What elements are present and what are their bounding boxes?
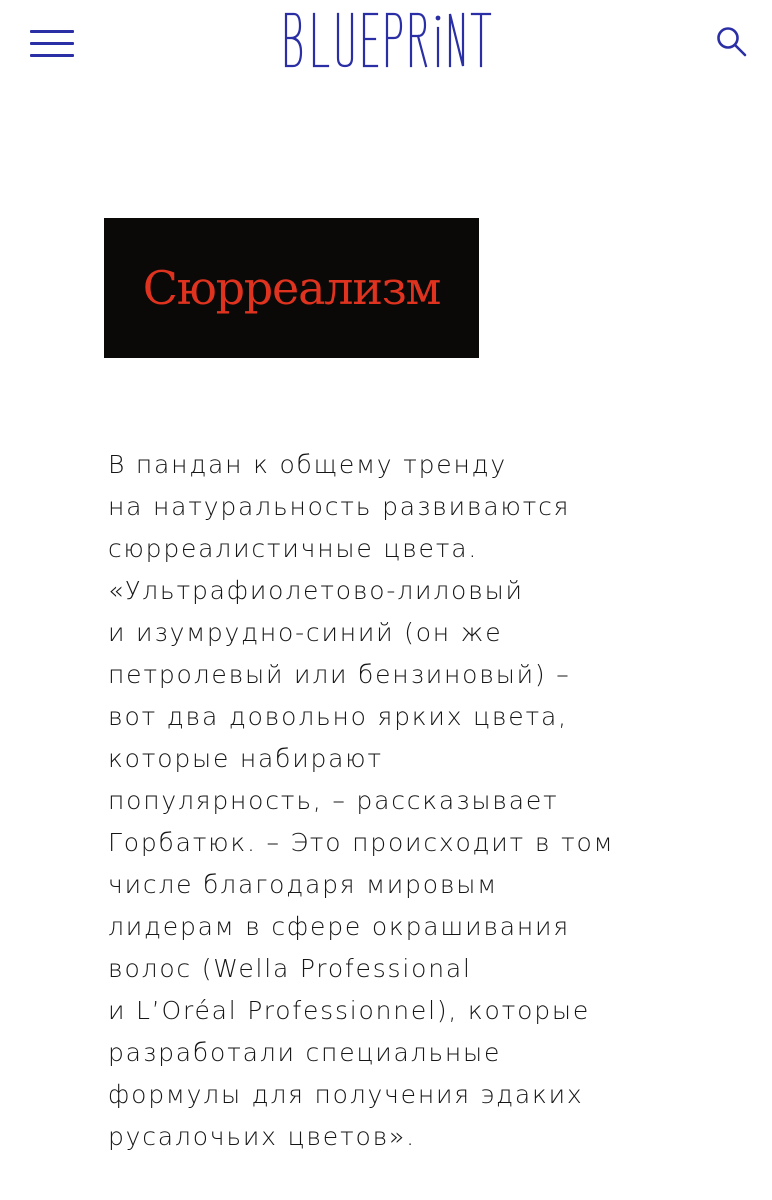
paragraph-line: В пандан к общему тренду bbox=[108, 450, 507, 479]
paragraph-line: которые набирают bbox=[108, 744, 383, 773]
paragraph-line: числе благодаря мировым bbox=[108, 870, 498, 899]
paragraph-line: вот два довольно ярких цвета, bbox=[108, 702, 568, 731]
paragraph-line: петролевый или бензиновый) – bbox=[108, 660, 571, 689]
paragraph-line: Горбатюк. – Это происходит в том bbox=[108, 828, 615, 857]
paragraph-line: на натуральность развиваются bbox=[108, 492, 571, 521]
article-paragraph bbox=[108, 444, 748, 1158]
paragraph-line: разработали специальные bbox=[108, 1038, 502, 1067]
paragraph-line: и L’Oréal Professionnel), которые bbox=[108, 996, 591, 1025]
paragraph-line: и изумрудно-синий (он же bbox=[108, 618, 503, 647]
paragraph-line: «Ультрафиолетово-лиловый bbox=[108, 576, 524, 605]
paragraph-line: волос (Wella Professional bbox=[108, 954, 472, 983]
section-heading: Сюрреализм bbox=[142, 261, 441, 315]
section-heading-banner bbox=[104, 218, 479, 358]
paragraph-line: популярность, – рассказывает bbox=[108, 786, 559, 815]
paragraph-line: лидерам в сфере окрашивания bbox=[108, 912, 570, 941]
paragraph-line: формулы для получения эдаких bbox=[108, 1080, 584, 1109]
paragraph-line: сюрреалистичные цвета. bbox=[108, 534, 479, 563]
site-logo[interactable] bbox=[280, 8, 492, 72]
top-bar bbox=[0, 0, 772, 90]
hamburger-menu-icon[interactable] bbox=[30, 26, 76, 60]
paragraph-line: русалочьих цветов». bbox=[108, 1122, 416, 1151]
search-icon[interactable] bbox=[714, 24, 750, 60]
